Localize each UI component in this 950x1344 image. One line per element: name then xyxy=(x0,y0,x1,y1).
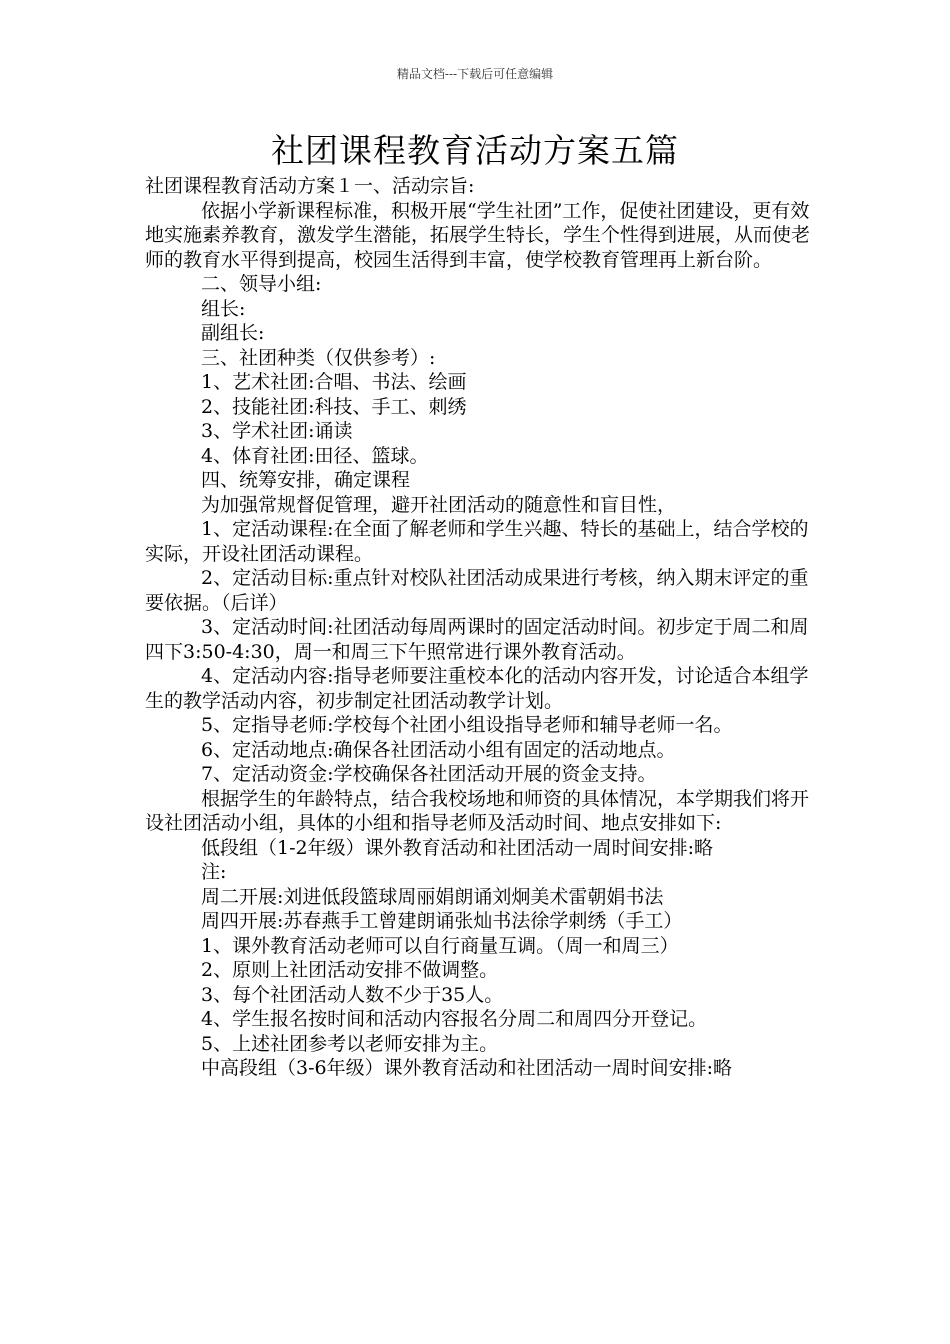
paragraph: 周四开展:苏春燕手工曾建朗诵张灿书法徐学刺绣（手工） xyxy=(201,910,683,932)
paragraph: 低段组（1-2年级）课外教育活动和社团活动一周时间安排:略 xyxy=(201,836,713,859)
paragraph: 为加强常规督促管理，避开社团活动的随意性和盲目性， xyxy=(201,493,677,516)
paragraph: 根据学生的年龄特点，结合我校场地和师资的具体情况，本学期我们将开设社团活动小组，具体的小组和指导老师及活动时间、地点安排如下: xyxy=(145,787,810,834)
paragraph: 5、定指导老师:学校每个社团小组设指导老师和辅导老师一名。 xyxy=(201,714,733,736)
paragraph: 社团课程教育活动方案１一、活动宗旨: xyxy=(145,175,475,197)
paragraph: 周二开展:刘进低段篮球周丽娟朗诵刘炯美术雷朝娟书法 xyxy=(201,885,664,908)
paragraph: 2、定活动目标:重点针对校队社团活动成果进行考核，纳入期末评定的重要依据。（后详） xyxy=(145,567,809,614)
paragraph: 副组长: xyxy=(201,322,265,344)
paragraph: 4、体育社团:田径、篮球。 xyxy=(201,444,429,467)
document-title: 社团课程教育活动方案五篇 xyxy=(271,131,679,170)
document-body xyxy=(145,174,825,1081)
paragraph: 7、定活动资金:学校确保各社团活动开展的资金支持。 xyxy=(201,763,657,785)
paragraph: 2、原则上社团活动安排不做调整。 xyxy=(201,959,499,981)
paragraph: 3、每个社团活动人数不少于35人。 xyxy=(201,983,504,1006)
paragraph: 1、艺术社团:合唱、书法、绘画 xyxy=(201,371,467,393)
paragraph: 6、定活动地点:确保各社团活动小组有固定的活动地点。 xyxy=(201,738,676,761)
paragraph: 四、统筹安排，确定课程 xyxy=(201,469,411,491)
paragraph: 依据小学新课程标准，积极开展“学生社团”工作，促使社团建设，更有效地实施素养教育，激发学生潜能，拓展学生特长，学生个性得到进展，从而使老师的教育水平得到提高，校园生活得到丰富，使学校教育管理再上新台阶。 xyxy=(145,199,811,271)
paragraph: 注: xyxy=(201,861,227,883)
paragraph: 三、社团种类（仅供参考）: xyxy=(201,346,436,369)
paragraph: 二、领导小组: xyxy=(201,273,322,295)
paragraph: 4、学生报名按时间和活动内容报名分周二和周四分开登记。 xyxy=(201,1008,708,1030)
paragraph: 2、技能社团:科技、手工、刺绣 xyxy=(201,395,467,418)
paragraph: 3、定活动时间:社团活动每周两课时的固定活动时间。初步定于周二和周四下3:50-4:30，周一和周三下午照常进行课外教育活动。 xyxy=(145,616,809,663)
paragraph: 3、学术社团:诵读 xyxy=(201,420,353,442)
paragraph: 5、上述社团参考以老师安排为主。 xyxy=(201,1032,499,1055)
paragraph: 1、定活动课程:在全面了解老师和学生兴趣、特长的基础上，结合学校的实际，开设社团活动课程。 xyxy=(145,518,809,565)
paragraph: 组长: xyxy=(201,297,246,320)
paragraph: 中高段组（3-6年级）课外教育活动和社团活动一周时间安排:略 xyxy=(201,1057,732,1079)
header-note: 精品文档---下载后可任意编辑 xyxy=(396,67,554,81)
paragraph: 1、课外教育活动老师可以自行商量互调。（周一和周三） xyxy=(201,934,679,957)
paragraph: 4、定活动内容:指导老师要注重校本化的活动内容开发，讨论适合本组学生的教学活动内容，初步制定社团活动教学计划。 xyxy=(145,665,809,712)
